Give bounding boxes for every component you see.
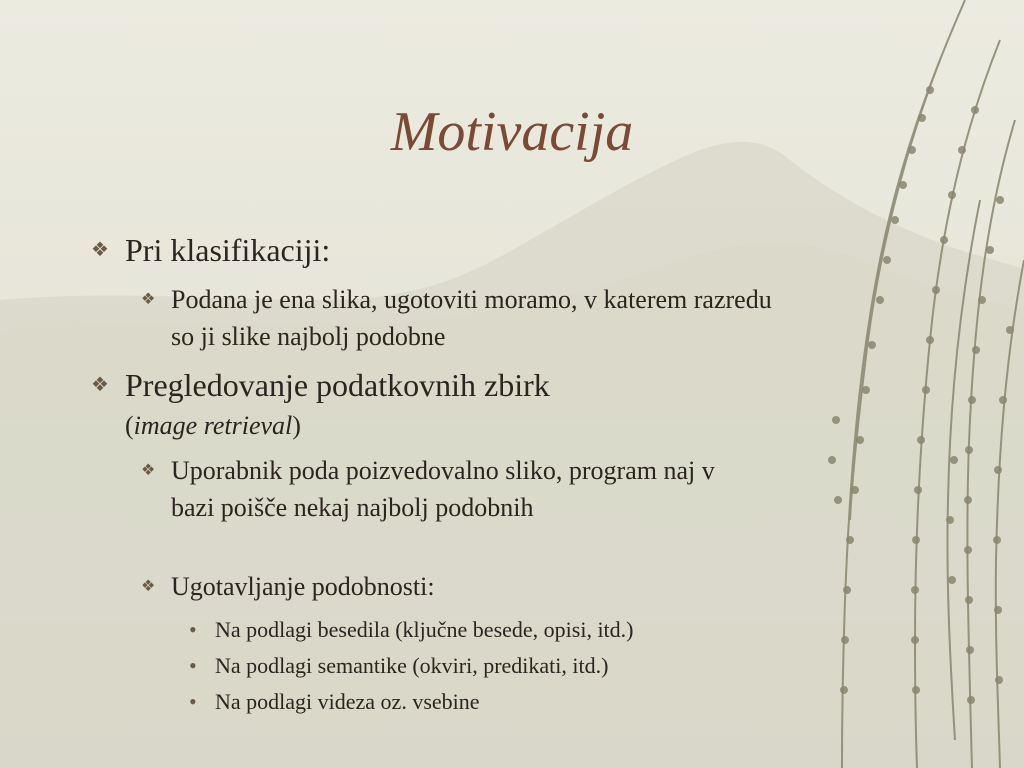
round-bullet-icon: • — [189, 617, 197, 642]
round-bullet-icon: • — [189, 689, 197, 714]
list-item — [91, 231, 331, 269]
list-item — [141, 568, 435, 605]
list-item-text: Podana je ena slika, ugotoviti moramo, v katerem razredu so ji slike najbolj podobne — [171, 285, 772, 351]
list-item — [189, 615, 634, 645]
list-item-italic: image retrieval — [133, 411, 293, 440]
list-item-text: Pri klasifikaciji: — [125, 232, 331, 268]
list-item — [189, 651, 609, 681]
list-item-text: Uporabnik poda poizvedovalno sliko, program naj v bazi poišče nekaj najbolj podobnih — [171, 456, 715, 522]
list-item — [91, 366, 745, 445]
diamond-dots-bullet-icon: ❖ — [91, 239, 109, 261]
list-item-text: Pregledovanje podatkovnih zbirk — [125, 367, 550, 403]
list-item — [189, 687, 480, 717]
list-item — [141, 452, 731, 526]
diamond-dots-bullet-icon: ❖ — [141, 578, 156, 595]
list-item-text: Na podlagi besedila (ključne besede, opisi, itd.) — [215, 617, 634, 642]
list-item-text: Na podlagi semantike (okviri, predikati, itd.) — [215, 653, 609, 678]
list-item-text: Ugotavljanje podobnosti: — [171, 572, 435, 601]
slide-title: Motivacija — [390, 101, 634, 163]
list-item-paren-open: ( — [125, 411, 134, 440]
round-bullet-icon: • — [189, 653, 197, 678]
list-item — [141, 281, 791, 355]
diamond-dots-bullet-icon: ❖ — [91, 374, 109, 396]
diamond-dots-bullet-icon: ❖ — [141, 462, 156, 479]
list-item-text: Na podlagi videza oz. vsebine — [215, 689, 480, 714]
diamond-dots-bullet-icon: ❖ — [141, 291, 156, 308]
list-item-paren-close: ) — [292, 411, 301, 440]
